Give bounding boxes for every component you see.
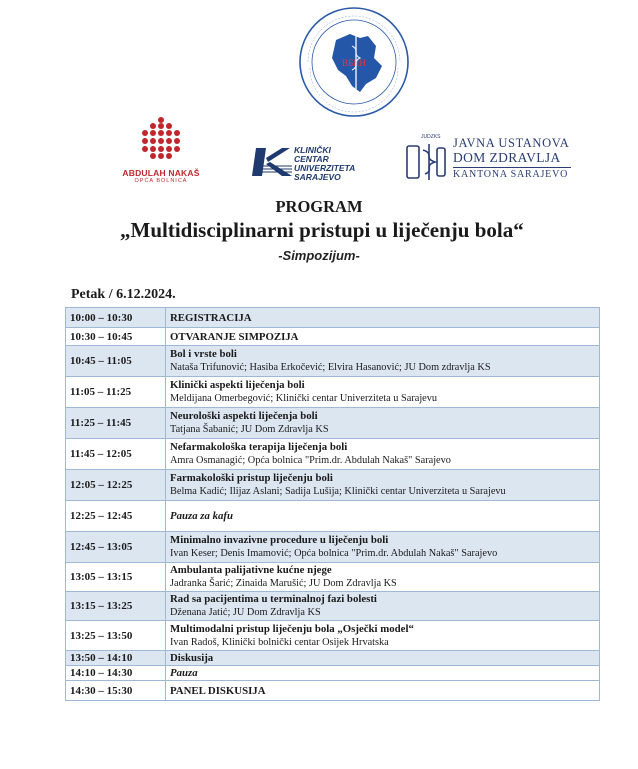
session-time: 13:15 – 13:25 xyxy=(66,592,166,621)
session-title: REGISTRACIJA xyxy=(170,311,252,324)
session-speakers: Meldijana Omerbegović; Klinički centar Univerziteta u Sarajevu xyxy=(170,393,438,404)
session-time: 10:30 – 10:45 xyxy=(66,328,166,346)
session-details xyxy=(166,328,600,346)
dz-tiny-label: JUDZKS xyxy=(421,134,441,140)
session-details xyxy=(166,501,600,532)
session-details xyxy=(166,532,600,563)
schedule-row xyxy=(66,592,600,621)
kcus-line-2: CENTAR xyxy=(294,154,329,164)
schedule-row xyxy=(66,651,600,666)
abdulah-nakas-logo xyxy=(113,116,209,184)
session-time: 14:30 – 15:30 xyxy=(66,681,166,701)
session-title: Diskusija xyxy=(170,652,214,664)
session-details xyxy=(166,621,600,651)
schedule-row xyxy=(66,563,600,592)
session-speakers: Ivan Keser; Denis Imamović; Opća bolnica "Prim.dr. Abdulah Nakaš" Sarajevo xyxy=(170,548,498,559)
session-details xyxy=(166,651,600,666)
session-title: Nefarmakološka terapija liječenja boli xyxy=(170,441,348,453)
session-time: 11:05 – 11:25 xyxy=(66,377,166,408)
schedule-body xyxy=(66,308,600,701)
session-title: Farmakološki pristup liječenju boli xyxy=(170,472,333,484)
schedule-row xyxy=(66,377,600,408)
kcus-line-4: SARAJEVO xyxy=(294,172,341,182)
session-details xyxy=(166,470,600,501)
session-details xyxy=(166,408,600,439)
abdulah-nakas-name: ABDULAH NAKAŠ xyxy=(122,168,200,178)
dz-line-1: JAVNA USTANOVA xyxy=(453,136,570,150)
program-heading: PROGRAM xyxy=(275,197,363,216)
kcus-line-3: UNIVERZITETA xyxy=(294,163,356,173)
session-time: 11:25 – 11:45 xyxy=(66,408,166,439)
session-title: Pauza za kafu xyxy=(170,510,233,522)
session-title: Minimalno invazivne procedure u liječenju boli xyxy=(170,534,389,546)
schedule-table xyxy=(65,307,600,701)
dz-line-2: DOM ZDRAVLJA xyxy=(453,150,561,165)
schedule-row xyxy=(66,666,600,681)
session-time: 13:50 – 14:10 xyxy=(66,651,166,666)
schedule-row xyxy=(66,408,600,439)
abdulah-nakas-sub: OPĆA BOLNICA xyxy=(134,178,188,184)
klinicki-centar-logo xyxy=(252,144,372,184)
dz-line-3: KANTONA SARAJEVO xyxy=(453,169,569,180)
session-details xyxy=(166,592,600,621)
svg-text:ВБRH: ВБRH xyxy=(342,58,366,68)
schedule-row xyxy=(66,328,600,346)
session-title: Neurološki aspekti liječenja boli xyxy=(170,410,318,422)
session-details xyxy=(166,439,600,470)
session-time: 10:45 – 11:05 xyxy=(66,346,166,377)
session-time: 14:10 – 14:30 xyxy=(66,666,166,681)
session-speakers: Amra Osmanagić; Opća bolnica "Prim.dr. Abdulah Nakaš" Sarajevo xyxy=(170,455,451,466)
schedule-row xyxy=(66,621,600,651)
session-details xyxy=(166,377,600,408)
session-title: Bol i vrste boli xyxy=(170,348,237,360)
symposium-subtitle: -Simpozijum- xyxy=(278,248,360,263)
kcus-k-icon xyxy=(252,144,294,180)
session-speakers: Jadranka Šarić; Zinaida Marušić; JU Dom Zdravlja KS xyxy=(170,578,397,589)
session-time: 12:25 – 12:45 xyxy=(66,501,166,532)
session-time: 12:45 – 13:05 xyxy=(66,532,166,563)
dom-zdravlja-logo xyxy=(405,136,580,184)
caduceus-icon xyxy=(405,138,449,182)
session-time: 13:25 – 13:50 xyxy=(66,621,166,651)
session-speakers: Tatjana Šabanić; JU Dom Zdravlja KS xyxy=(170,424,329,435)
session-time: 10:00 – 10:30 xyxy=(66,308,166,328)
session-details xyxy=(166,308,600,328)
session-speakers: Belma Kadić; Ilijaz Aslani; Sadija Lušija; Klinički centar Univerziteta u Sarajevu xyxy=(170,486,506,497)
schedule-row xyxy=(66,681,600,701)
session-title: Rad sa pacijentima u terminalnoj fazi bolesti xyxy=(170,593,377,605)
session-title: Multimodalni pristup liječenju bola „Osječki model“ xyxy=(170,622,414,635)
schedule-row xyxy=(66,532,600,563)
session-title: Pauza xyxy=(170,667,198,679)
session-details xyxy=(166,346,600,377)
session-title: OTVARANJE SIMPOZIJA xyxy=(170,330,299,343)
date-line: Petak / 6.12.2024. xyxy=(71,287,176,302)
dz-divider xyxy=(453,167,571,168)
schedule-row xyxy=(66,346,600,377)
schedule-row xyxy=(66,470,600,501)
session-speakers: Ivan Radoš, Klinički bolnički centar Osijek Hrvatska xyxy=(170,636,389,648)
symposium-title: „Multidisciplinarni pristupi u liječenju bola“ xyxy=(120,218,524,242)
kcus-line-1: KLINIČKI xyxy=(294,145,331,155)
session-time: 11:45 – 12:05 xyxy=(66,439,166,470)
session-details xyxy=(166,681,600,701)
session-time: 13:05 – 13:15 xyxy=(66,563,166,592)
association-seal-logo xyxy=(298,6,410,118)
session-details xyxy=(166,563,600,592)
session-time: 12:05 – 12:25 xyxy=(66,470,166,501)
session-speakers: Nataša Trifunović; Hasiba Erkočević; Elvira Hasanović; JU Dom zdravlja KS xyxy=(170,362,491,373)
schedule-row xyxy=(66,308,600,328)
session-title: Ambulanta palijativne kućne njege xyxy=(170,564,332,576)
session-speakers: Dženana Jatić; JU Dom Zdravlja KS xyxy=(170,607,321,618)
session-details xyxy=(166,666,600,681)
session-title: Klinički aspekti liječenja boli xyxy=(170,379,305,391)
schedule-row xyxy=(66,439,600,470)
schedule-row xyxy=(66,501,600,532)
session-title: PANEL DISKUSIJA xyxy=(170,684,266,697)
dots-logo-icon xyxy=(131,116,191,160)
